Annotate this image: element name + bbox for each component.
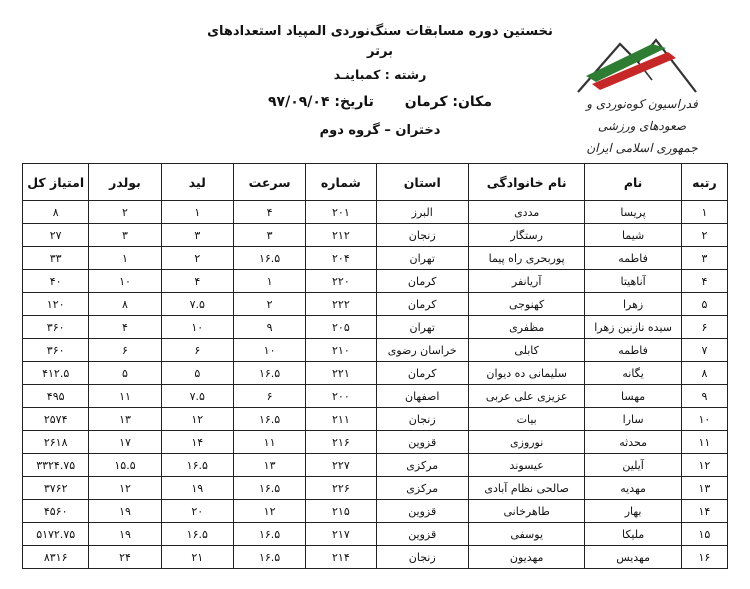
col-total-header: امتیاز کل bbox=[23, 164, 89, 201]
family-name-cell: یوسفی bbox=[468, 523, 584, 546]
lead-cell: ۱۴ bbox=[161, 431, 233, 454]
province-cell: زنجان bbox=[376, 546, 468, 569]
lead-cell: ۷.۵ bbox=[161, 385, 233, 408]
boulder-cell: ۱۹ bbox=[89, 523, 161, 546]
table-row bbox=[23, 339, 728, 362]
col-speed-header: سرعت bbox=[233, 164, 305, 201]
rank-cell: ۱۵ bbox=[681, 523, 727, 546]
rank-cell: ۳ bbox=[681, 247, 727, 270]
speed-cell: ۱۳ bbox=[233, 454, 305, 477]
table-row bbox=[23, 477, 728, 500]
province-cell: مرکزی bbox=[376, 477, 468, 500]
rank-cell: ۹ bbox=[681, 385, 727, 408]
rank-cell: ۱۱ bbox=[681, 431, 727, 454]
speed-cell: ۹ bbox=[233, 316, 305, 339]
boulder-cell: ۸ bbox=[89, 293, 161, 316]
competition-title: نخستین دوره مسابقات سنگ‌نوردی المپیاد استعدادهای برتر bbox=[207, 24, 553, 59]
lead-cell: ۵ bbox=[161, 362, 233, 385]
speed-cell: ۶ bbox=[233, 385, 305, 408]
federation-logo bbox=[572, 18, 712, 158]
family-name-cell: بیات bbox=[468, 408, 584, 431]
rank-cell: ۱۶ bbox=[681, 546, 727, 569]
document-header bbox=[0, 0, 750, 160]
discipline-label: رشته : کمباینـد bbox=[333, 67, 427, 82]
total-score-cell: ۴۵۶۰ bbox=[23, 500, 89, 523]
col-boulder-header: بولدر bbox=[89, 164, 161, 201]
table-row bbox=[23, 201, 728, 224]
lead-cell: ۲۰ bbox=[161, 500, 233, 523]
family-name-cell: پوربحری راه پیما bbox=[468, 247, 584, 270]
lead-cell: ۱۰ bbox=[161, 316, 233, 339]
table-row bbox=[23, 431, 728, 454]
total-score-cell: ۳۳ bbox=[23, 247, 89, 270]
rank-cell: ۱۲ bbox=[681, 454, 727, 477]
boulder-cell: ۱ bbox=[89, 247, 161, 270]
province-cell: زنجان bbox=[376, 408, 468, 431]
logo-line-2: جمهوری اسلامی ایران bbox=[586, 141, 698, 155]
lead-cell: ۴ bbox=[161, 270, 233, 293]
family-name-cell: عیسوند bbox=[468, 454, 584, 477]
family-name-cell: مهدیون bbox=[468, 546, 584, 569]
total-score-cell: ۱۲۰ bbox=[23, 293, 89, 316]
number-cell: ۲۲۷ bbox=[306, 454, 376, 477]
table-row bbox=[23, 385, 728, 408]
first-name-cell: آناهیتا bbox=[585, 270, 681, 293]
boulder-cell: ۱۷ bbox=[89, 431, 161, 454]
speed-cell: ۲ bbox=[233, 293, 305, 316]
number-cell: ۲۱۷ bbox=[306, 523, 376, 546]
province-cell: خراسان رضوی bbox=[376, 339, 468, 362]
first-name-cell: فاطمه bbox=[585, 247, 681, 270]
province-cell: کرمان bbox=[376, 293, 468, 316]
total-score-cell: ۲۶۱۸ bbox=[23, 431, 89, 454]
boulder-cell: ۵ bbox=[89, 362, 161, 385]
boulder-cell: ۱۵.۵ bbox=[89, 454, 161, 477]
speed-cell: ۱۶.۵ bbox=[233, 546, 305, 569]
speed-cell: ۱ bbox=[233, 270, 305, 293]
family-name-cell: عزیزی علی عربی bbox=[468, 385, 584, 408]
province-cell: کرمان bbox=[376, 270, 468, 293]
number-cell: ۲۱۶ bbox=[306, 431, 376, 454]
number-cell: ۲۱۲ bbox=[306, 224, 376, 247]
family-name-cell: صالحی نظام آبادی bbox=[468, 477, 584, 500]
table-row bbox=[23, 247, 728, 270]
table-row bbox=[23, 316, 728, 339]
speed-cell: ۴ bbox=[233, 201, 305, 224]
logo-line-1: فدراسیون کوه‌نوردی و صعودهای ورزشی bbox=[586, 97, 698, 133]
total-score-cell: ۸۳۱۶ bbox=[23, 546, 89, 569]
family-name-cell: مددی bbox=[468, 201, 584, 224]
number-cell: ۲۲۶ bbox=[306, 477, 376, 500]
first-name-cell: فاطمه bbox=[585, 339, 681, 362]
rank-cell: ۲ bbox=[681, 224, 727, 247]
lead-cell: ۱۲ bbox=[161, 408, 233, 431]
lead-cell: ۳ bbox=[161, 224, 233, 247]
col-province-header: استان bbox=[376, 164, 468, 201]
table-row bbox=[23, 270, 728, 293]
col-number-header: شماره bbox=[306, 164, 376, 201]
first-name-cell: مهدیس bbox=[585, 546, 681, 569]
table-row bbox=[23, 362, 728, 385]
number-cell: ۲۱۰ bbox=[306, 339, 376, 362]
total-score-cell: ۲۷ bbox=[23, 224, 89, 247]
number-cell: ۲۱۱ bbox=[306, 408, 376, 431]
table-row bbox=[23, 500, 728, 523]
mountain-logo-icon bbox=[572, 18, 712, 98]
table-body bbox=[23, 201, 728, 569]
total-score-cell: ۴۹۵ bbox=[23, 385, 89, 408]
province-cell: البرز bbox=[376, 201, 468, 224]
results-table bbox=[22, 163, 728, 569]
province-cell: تهران bbox=[376, 316, 468, 339]
province-cell: کرمان bbox=[376, 362, 468, 385]
family-name-cell: مظفری bbox=[468, 316, 584, 339]
first-name-cell: مهدیه bbox=[585, 477, 681, 500]
group-label: دختران – گروه دوم bbox=[319, 123, 441, 138]
total-score-cell: ۴۱۲.۵ bbox=[23, 362, 89, 385]
province-cell: مرکزی bbox=[376, 454, 468, 477]
number-cell: ۲۲۲ bbox=[306, 293, 376, 316]
speed-cell: ۱۲ bbox=[233, 500, 305, 523]
rank-cell: ۶ bbox=[681, 316, 727, 339]
province-cell: قزوین bbox=[376, 523, 468, 546]
rank-cell: ۸ bbox=[681, 362, 727, 385]
speed-cell: ۱۶.۵ bbox=[233, 408, 305, 431]
title-block bbox=[200, 22, 560, 141]
first-name-cell: مهسا bbox=[585, 385, 681, 408]
date-label: تاریخ: ۹۷/۰۹/۰۴ bbox=[268, 94, 374, 110]
total-score-cell: ۳۶۰ bbox=[23, 316, 89, 339]
number-cell: ۲۰۱ bbox=[306, 201, 376, 224]
number-cell: ۲۰۴ bbox=[306, 247, 376, 270]
province-cell: تهران bbox=[376, 247, 468, 270]
boulder-cell: ۳ bbox=[89, 224, 161, 247]
boulder-cell: ۶ bbox=[89, 339, 161, 362]
family-name-cell: سلیمانی ده دیوان bbox=[468, 362, 584, 385]
col-lead-header: لید bbox=[161, 164, 233, 201]
boulder-cell: ۴ bbox=[89, 316, 161, 339]
table-row bbox=[23, 408, 728, 431]
first-name-cell: بهار bbox=[585, 500, 681, 523]
boulder-cell: ۱۲ bbox=[89, 477, 161, 500]
lead-cell: ۲ bbox=[161, 247, 233, 270]
rank-cell: ۱۳ bbox=[681, 477, 727, 500]
number-cell: ۲۰۵ bbox=[306, 316, 376, 339]
family-name-cell: طاهرخانی bbox=[468, 500, 584, 523]
lead-cell: ۱ bbox=[161, 201, 233, 224]
speed-cell: ۱۰ bbox=[233, 339, 305, 362]
total-score-cell: ۴۰ bbox=[23, 270, 89, 293]
table-row bbox=[23, 454, 728, 477]
total-score-cell: ۳۳۲۴.۷۵ bbox=[23, 454, 89, 477]
first-name-cell: آیلین bbox=[585, 454, 681, 477]
first-name-cell: پریسا bbox=[585, 201, 681, 224]
rank-cell: ۷ bbox=[681, 339, 727, 362]
total-score-cell: ۲۵۷۴ bbox=[23, 408, 89, 431]
province-cell: زنجان bbox=[376, 224, 468, 247]
rank-cell: ۵ bbox=[681, 293, 727, 316]
lead-cell: ۶ bbox=[161, 339, 233, 362]
lead-cell: ۷.۵ bbox=[161, 293, 233, 316]
lead-cell: ۱۶.۵ bbox=[161, 523, 233, 546]
boulder-cell: ۲ bbox=[89, 201, 161, 224]
number-cell: ۲۱۴ bbox=[306, 546, 376, 569]
family-name-cell: کابلی bbox=[468, 339, 584, 362]
boulder-cell: ۱۹ bbox=[89, 500, 161, 523]
number-cell: ۲۲۱ bbox=[306, 362, 376, 385]
logo-text bbox=[572, 93, 712, 159]
province-cell: قزوین bbox=[376, 431, 468, 454]
rank-cell: ۴ bbox=[681, 270, 727, 293]
family-name-cell: کهنوجی bbox=[468, 293, 584, 316]
total-score-cell: ۳۷۶۲ bbox=[23, 477, 89, 500]
boulder-cell: ۱۱ bbox=[89, 385, 161, 408]
first-name-cell: شیما bbox=[585, 224, 681, 247]
lead-cell: ۲۱ bbox=[161, 546, 233, 569]
table-header-row bbox=[23, 164, 728, 201]
first-name-cell: ملیکا bbox=[585, 523, 681, 546]
lead-cell: ۱۹ bbox=[161, 477, 233, 500]
col-family-header: نام خانوادگی bbox=[468, 164, 584, 201]
col-rank-header: رتبه bbox=[681, 164, 727, 201]
location-label: مکان: کرمان bbox=[404, 94, 492, 110]
lead-cell: ۱۶.۵ bbox=[161, 454, 233, 477]
speed-cell: ۱۶.۵ bbox=[233, 523, 305, 546]
first-name-cell: سارا bbox=[585, 408, 681, 431]
speed-cell: ۱۶.۵ bbox=[233, 247, 305, 270]
table-row bbox=[23, 224, 728, 247]
speed-cell: ۱۱ bbox=[233, 431, 305, 454]
total-score-cell: ۵۱۷۲.۷۵ bbox=[23, 523, 89, 546]
first-name-cell: سیده نازنین زهرا bbox=[585, 316, 681, 339]
total-score-cell: ۸ bbox=[23, 201, 89, 224]
number-cell: ۲۰۰ bbox=[306, 385, 376, 408]
table-row bbox=[23, 293, 728, 316]
table-row bbox=[23, 523, 728, 546]
rank-cell: ۱ bbox=[681, 201, 727, 224]
boulder-cell: ۲۴ bbox=[89, 546, 161, 569]
col-name-header: نام bbox=[585, 164, 681, 201]
rank-cell: ۱۴ bbox=[681, 500, 727, 523]
speed-cell: ۱۶.۵ bbox=[233, 477, 305, 500]
speed-cell: ۱۶.۵ bbox=[233, 362, 305, 385]
number-cell: ۲۱۵ bbox=[306, 500, 376, 523]
boulder-cell: ۱۳ bbox=[89, 408, 161, 431]
meta-line bbox=[200, 91, 560, 113]
table-row bbox=[23, 546, 728, 569]
first-name-cell: محدثه bbox=[585, 431, 681, 454]
boulder-cell: ۱۰ bbox=[89, 270, 161, 293]
first-name-cell: زهرا bbox=[585, 293, 681, 316]
speed-cell: ۳ bbox=[233, 224, 305, 247]
family-name-cell: نوروزی bbox=[468, 431, 584, 454]
province-cell: اصفهان bbox=[376, 385, 468, 408]
first-name-cell: یگانه bbox=[585, 362, 681, 385]
province-cell: قزوین bbox=[376, 500, 468, 523]
rank-cell: ۱۰ bbox=[681, 408, 727, 431]
total-score-cell: ۳۶۰ bbox=[23, 339, 89, 362]
family-name-cell: رستگار bbox=[468, 224, 584, 247]
number-cell: ۲۲۰ bbox=[306, 270, 376, 293]
family-name-cell: آریانفر bbox=[468, 270, 584, 293]
